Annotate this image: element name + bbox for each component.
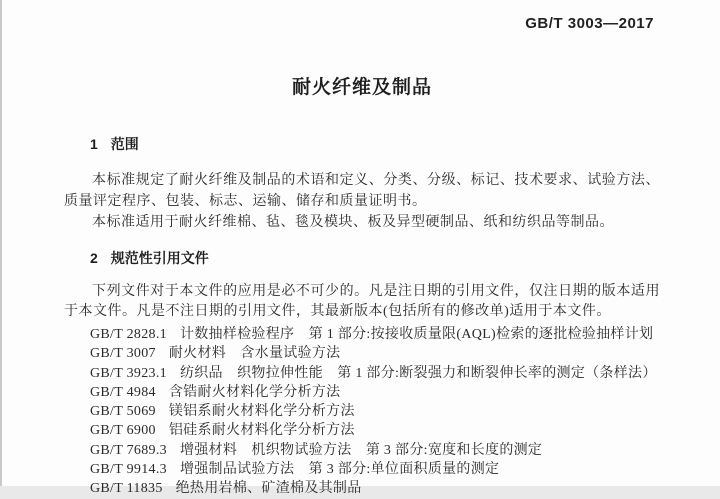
reference-code: GB/T 9914.3 — [90, 462, 167, 478]
reference-title: 计数抽样检验程序 第 1 部分:按接收质量限(AQL)检索的逐批检验抽样计划 — [179, 327, 654, 342]
standard-number: GB/T 3003—2017 — [525, 15, 654, 32]
reference-item — [90, 421, 660, 440]
reference-item — [90, 383, 660, 402]
reference-title: 铝硅系耐火材料化学分析方法 — [168, 423, 355, 439]
reference-code: GB/T 3007 — [90, 346, 156, 362]
references-list — [90, 325, 660, 499]
reference-item — [90, 325, 660, 344]
reference-item — [90, 402, 660, 421]
reference-item — [90, 460, 660, 479]
reference-code: GB/T 2828.1 — [90, 327, 167, 342]
section-1-heading — [90, 136, 660, 153]
reference-title: 增强材料 机织物试验方法 第 3 部分:宽度和长度的测定 — [179, 442, 543, 458]
reference-title: 镁铝系耐火材料化学分析方法 — [168, 404, 355, 420]
reference-item — [90, 441, 660, 460]
section-2-number: 2 — [90, 250, 98, 266]
reference-code: GB/T 11835 — [90, 481, 163, 497]
section-1-number: 1 — [90, 136, 98, 152]
reference-title: 纺织品 织物拉伸性能 第 1 部分:断裂强力和断裂伸长率的测定（条样法） — [179, 365, 657, 381]
section-2-heading — [90, 250, 660, 267]
reference-code: GB/T 6900 — [90, 423, 156, 439]
scope-paragraph-2: 本标准适用于耐火纤维棉、毡、毯及模块、板及异型硬制品、纸和纺织品等制品。 — [92, 215, 614, 230]
reference-title: 耐火材料 含水量试验方法 — [168, 346, 341, 362]
section-1-label: 范围 — [110, 136, 139, 152]
page-title: 耐火纤维及制品 — [291, 77, 432, 98]
reference-item — [90, 364, 660, 383]
reference-item — [90, 344, 660, 363]
reference-code: GB/T 5069 — [90, 404, 156, 420]
reference-title: 绝热用岩棉、矿渣棉及其制品 — [175, 481, 362, 497]
reference-code: GB/T 3923.1 — [90, 365, 167, 381]
scope-paragraph-1: 本标准规定了耐火纤维及制品的术语和定义、分类、分级、标记、技术要求、试验方法、质量评定程序、包装、标志、运输、储存和质量证明书。 — [64, 173, 660, 209]
section-2-label: 规范性引用文件 — [110, 250, 209, 266]
reference-item — [90, 479, 660, 498]
page-content — [64, 0, 660, 499]
reference-title: 含锆耐火材料化学分析方法 — [168, 384, 341, 400]
references-intro-paragraph: 下列文件对于本文件的应用是必不可少的。凡是注日期的引用文件，仅注日期的版本适用于本文件。凡是不注日期的引用文件，其最新版本(包括所有的修改单)适用于本文件。 — [64, 284, 660, 319]
reference-code: GB/T 4984 — [90, 384, 156, 400]
reference-code: GB/T 7689.3 — [90, 442, 167, 458]
reference-title: 增强制品试验方法 第 3 部分:单位面积质量的测定 — [179, 462, 500, 478]
